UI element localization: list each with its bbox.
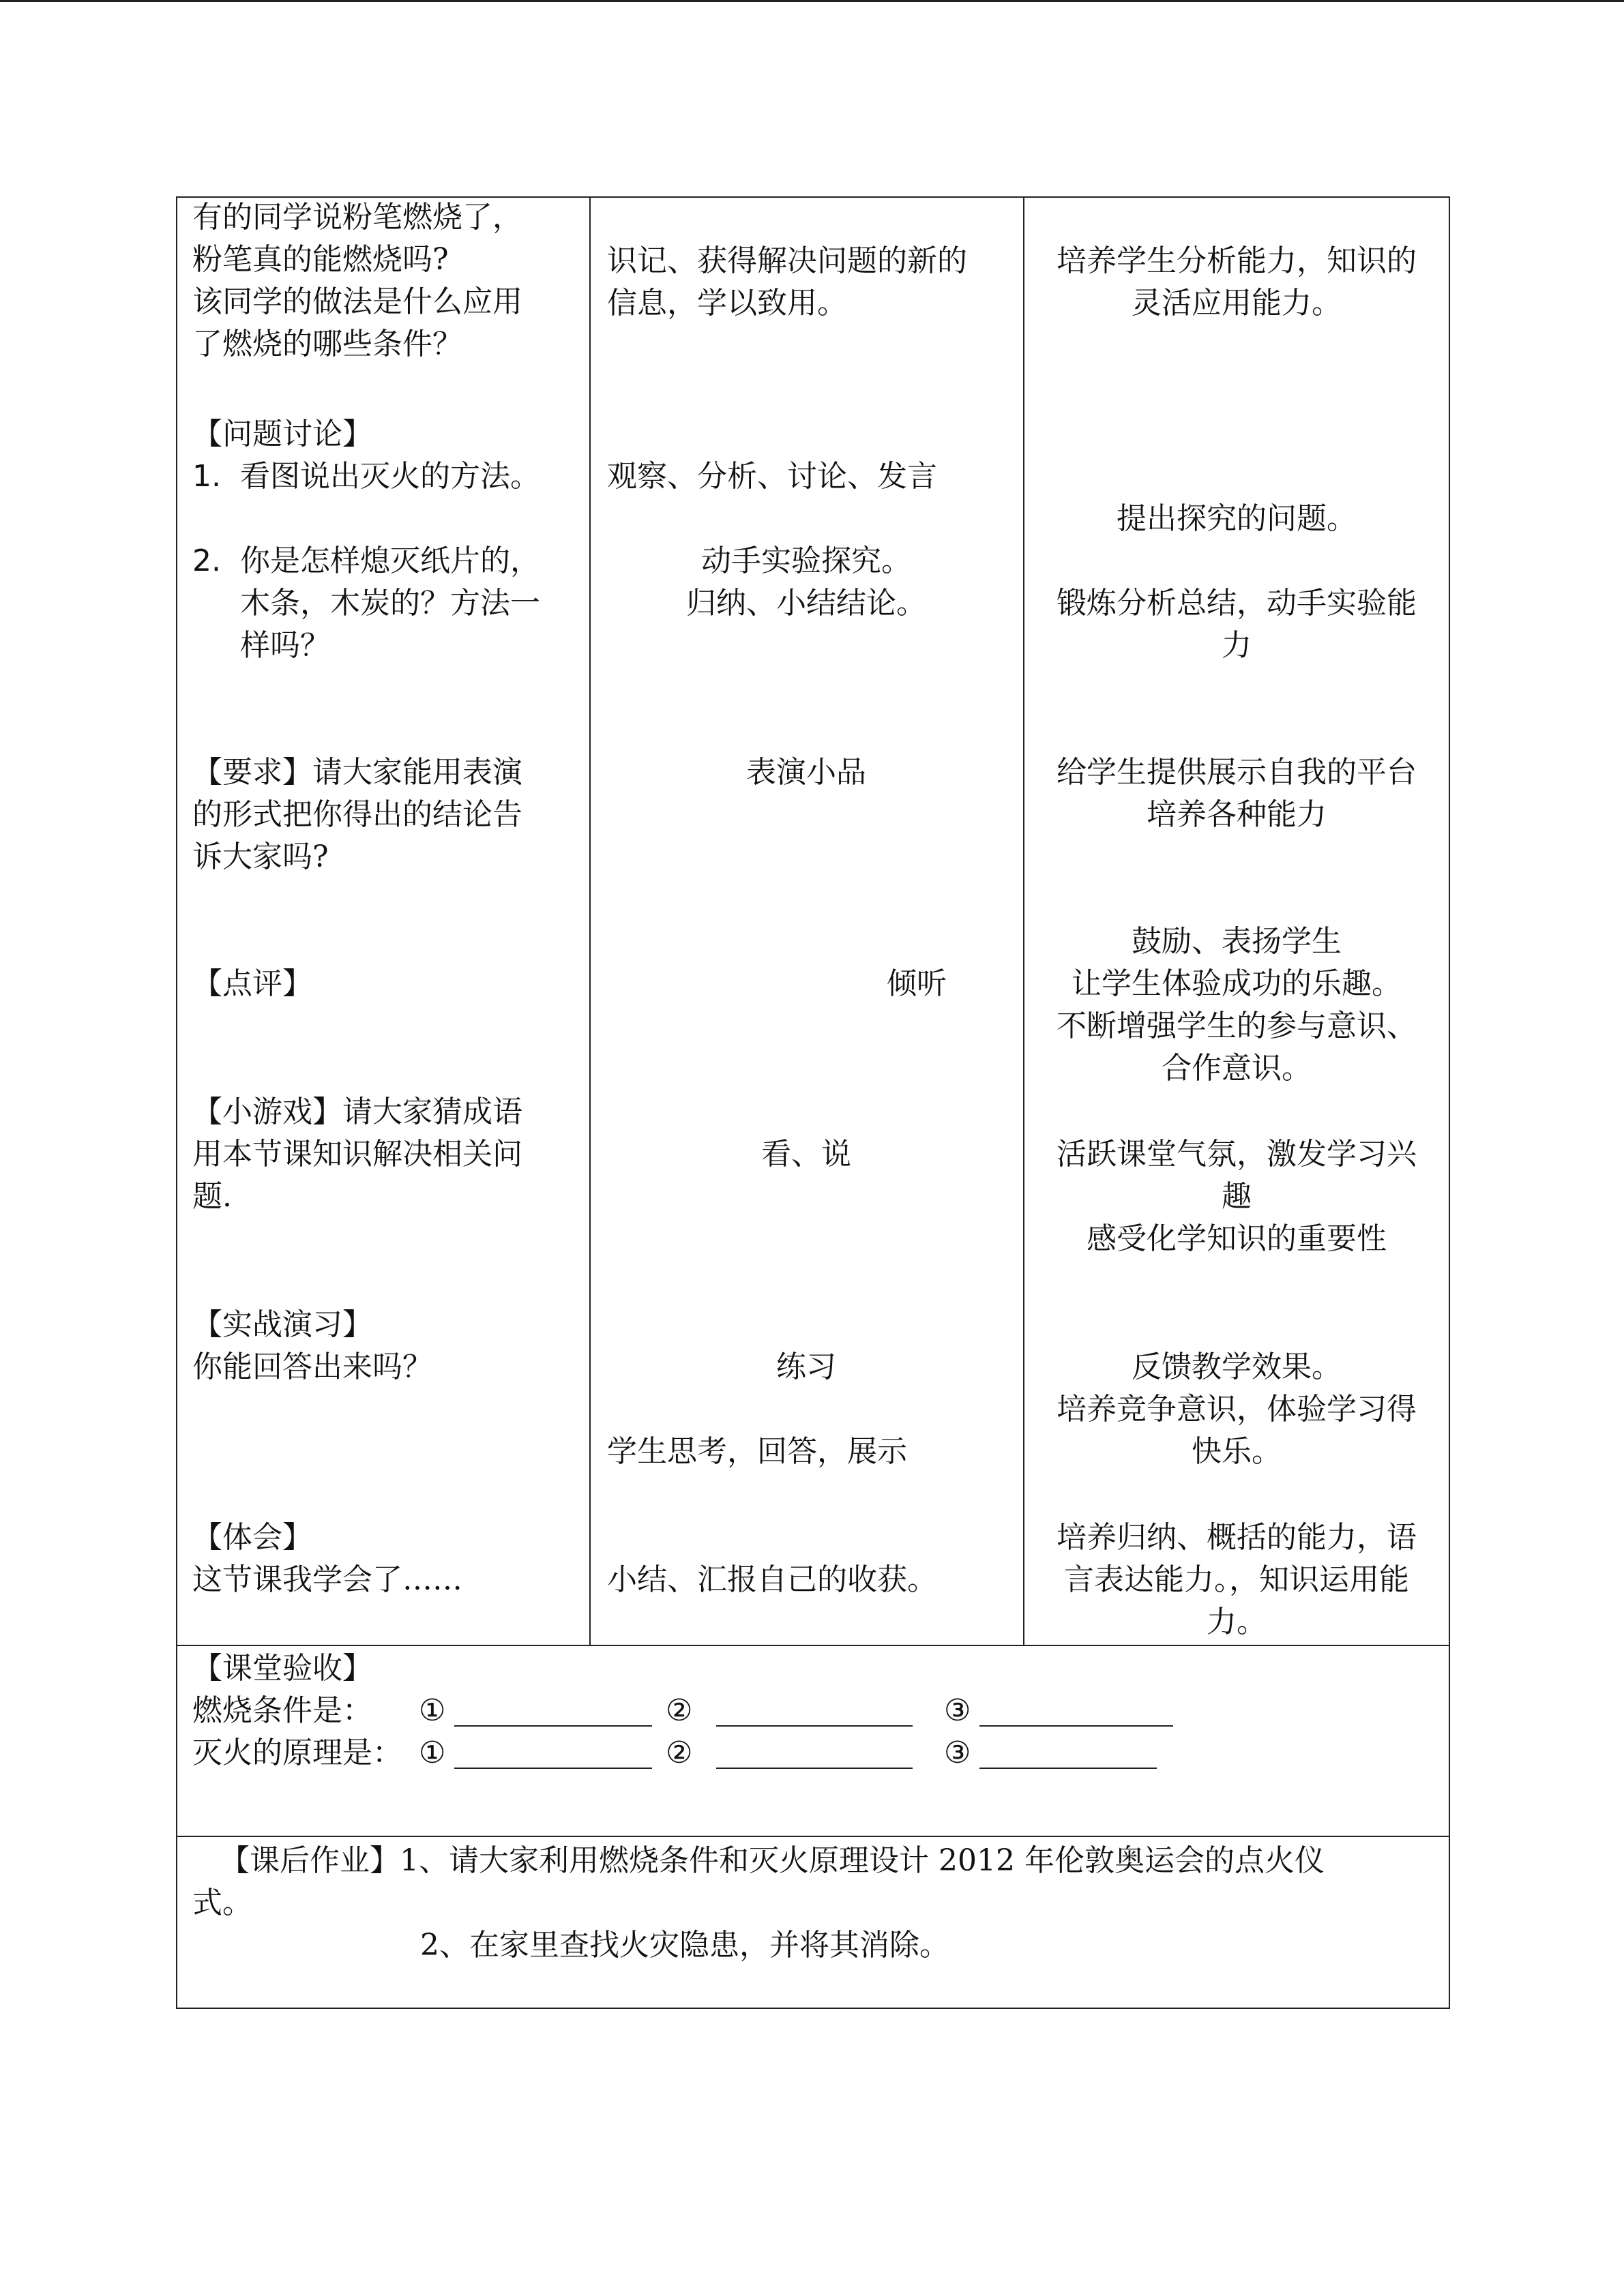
lesson-plan-table [176, 196, 1450, 2009]
r1-left-line-3: 该同学的做法是什么应用 [192, 284, 522, 319]
check-line-1-marker-2: ② [666, 1693, 693, 1728]
r7-left-line-1: 【体会】 [192, 1520, 312, 1555]
r5-right-line-2: 趣 [1222, 1179, 1252, 1214]
r4-right-line-3: 不断增强学生的参与意识、 [1057, 1009, 1417, 1043]
check-line-2-blank-2[interactable] [716, 1738, 913, 1769]
r1-mid-line-2: 信息，学以致用。 [607, 286, 847, 320]
check-line-2-label: 灭火的原理是： [192, 1735, 402, 1770]
r5-left-line-1: 【小游戏】请大家猜成语 [192, 1094, 522, 1129]
r5-left-line-3: 题. [192, 1179, 232, 1214]
homework-line-2: 式。 [192, 1885, 252, 1920]
r2-mid-line-2: 动手实验探究。 [701, 543, 911, 578]
check-heading: 【课堂验收】 [192, 1651, 372, 1686]
check-line-2-marker-1: ① [419, 1735, 446, 1770]
check-line-2-blank-3[interactable] [979, 1738, 1157, 1769]
check-line-1-blank-3[interactable] [979, 1695, 1173, 1727]
r2-item2-line-3: 样吗？ [240, 628, 330, 663]
r7-left-line-2: 这节课我学会了…… [192, 1562, 462, 1597]
r2-item1-text: 看图说出灭火的方法。 [240, 459, 540, 494]
check-line-1-blank-1[interactable] [454, 1695, 652, 1727]
r3-left-line-1: 【要求】请大家能用表演 [192, 755, 522, 790]
r3-left-line-2: 的形式把你得出的结论告 [192, 797, 522, 832]
r4-mid: 倾听 [887, 966, 947, 1001]
r2-item2-line-2: 木条，木炭的？方法一 [240, 586, 540, 621]
r2-right-line-2: 锻炼分析总结，动手实验能 [1057, 586, 1417, 621]
r1-right-line-2: 灵活应用能力。 [1132, 286, 1342, 320]
r2-item2-line-1: 你是怎样熄灭纸片的， [240, 543, 540, 578]
page-top-border [0, 0, 1624, 2]
r1-left-line-1: 有的同学说粉笔燃烧了， [192, 200, 522, 235]
r5-right-line-1: 活跃课堂气氛，激发学习兴 [1057, 1137, 1417, 1172]
r2-right-line-1: 提出探究的问题。 [1117, 501, 1357, 536]
r2-mid-line-3: 归纳、小结结论。 [686, 586, 926, 621]
r2-mid-line-1: 观察、分析、讨论、发言 [607, 459, 937, 494]
check-line-2-marker-3: ③ [944, 1735, 971, 1770]
check-line-1-blank-2[interactable] [716, 1695, 913, 1727]
homework-line-1: 【课后作业】1、请大家利用燃烧条件和灭火原理设计 2012 年伦敦奥运会的点火仪 [220, 1843, 1325, 1878]
r1-right-line-1: 培养学生分析能力，知识的 [1057, 243, 1417, 278]
r2-item1-number: 1. [192, 459, 221, 494]
r4-right-line-4: 合作意识。 [1162, 1051, 1312, 1086]
homework-line-3: 2、在家里查找火灾隐患，并将其消除。 [420, 1928, 949, 1963]
r1-mid-line-1: 识记、获得解决问题的新的 [607, 243, 967, 278]
r4-left: 【点评】 [192, 966, 312, 1001]
check-line-1-label: 燃烧条件是： [192, 1693, 372, 1728]
check-line-2-blank-1[interactable] [454, 1738, 652, 1769]
r4-right-line-2: 让学生体验成功的乐趣。 [1072, 966, 1402, 1001]
check-line-1-marker-1: ① [419, 1693, 446, 1728]
r3-right-line-2: 培养各种能力 [1147, 797, 1327, 832]
check-line-1-marker-3: ③ [944, 1693, 971, 1728]
row-divider-check [177, 1645, 1449, 1646]
r7-right-line-2: 言表达能力。，知识运用能 [1064, 1562, 1409, 1597]
r7-mid: 小结、汇报自己的收获。 [607, 1562, 937, 1597]
r6-right-line-3: 快乐。 [1192, 1434, 1282, 1469]
r6-left-line-2: 你能回答出来吗？ [192, 1350, 432, 1384]
r3-right-line-1: 给学生提供展示自我的平台 [1057, 755, 1417, 790]
r6-right-line-2: 培养竞争意识，体验学习得 [1057, 1392, 1417, 1427]
r6-left-line-1: 【实战演习】 [192, 1307, 372, 1342]
r2-right-line-3: 力 [1222, 628, 1252, 663]
r6-right-line-1: 反馈教学效果。 [1132, 1350, 1342, 1384]
r7-right-line-3: 力。 [1207, 1605, 1267, 1639]
column-divider-1 [589, 198, 591, 1646]
r2-heading: 【问题讨论】 [192, 417, 372, 451]
r1-left-line-2: 粉笔真的能燃烧吗? [192, 242, 449, 277]
r7-right-line-1: 培养归纳、概括的能力，语 [1057, 1520, 1417, 1555]
r5-left-line-2: 用本节课知识解决相关问 [192, 1137, 522, 1172]
r3-left-line-3: 诉大家吗? [192, 839, 329, 874]
r4-right-line-1: 鼓励、表扬学生 [1132, 924, 1342, 959]
row-divider-homework [177, 1836, 1449, 1837]
r5-right-line-3: 感受化学知识的重要性 [1087, 1221, 1387, 1256]
r6-mid-line-1: 练习 [776, 1350, 836, 1384]
r6-mid-line-2: 学生思考，回答，展示 [607, 1434, 907, 1469]
r1-left-line-4: 了燃烧的哪些条件？ [192, 327, 462, 361]
r3-mid: 表演小品 [746, 755, 866, 790]
r2-item2-number: 2. [192, 543, 221, 578]
r5-mid: 看、说 [761, 1137, 851, 1172]
check-line-2-marker-2: ② [666, 1735, 693, 1770]
